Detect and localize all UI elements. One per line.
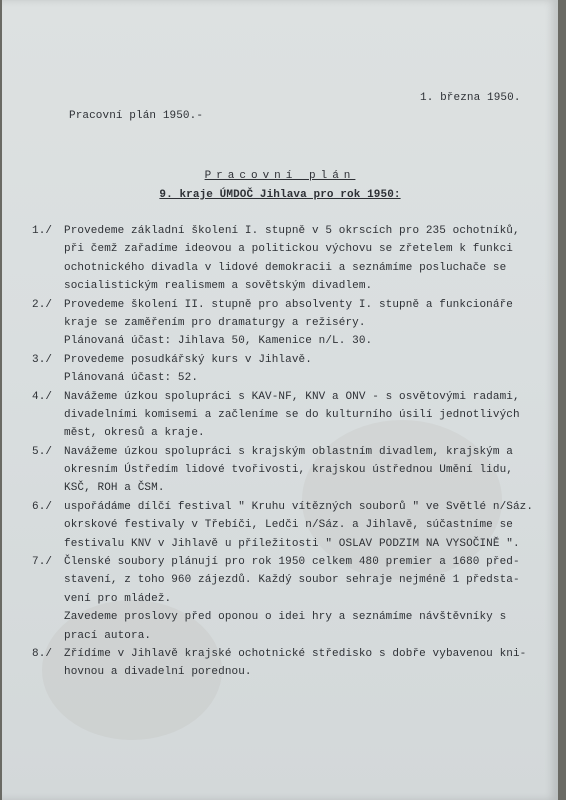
plan-item-line: KSČ, ROH a ČSM. bbox=[64, 482, 165, 495]
plan-item-line: vení pro mládež. bbox=[64, 592, 172, 605]
plan-item-number: 8./ bbox=[32, 647, 53, 660]
title-text: Pracovní plán bbox=[204, 170, 356, 182]
plan-item-text bbox=[64, 351, 552, 388]
plan-item-text bbox=[64, 296, 552, 351]
plan-item-line: Členské soubory plánují pro rok 1950 celkem 480 premier a 1680 před- bbox=[64, 556, 520, 569]
plan-item bbox=[32, 296, 552, 351]
plan-items-list bbox=[32, 222, 552, 682]
plan-item-text bbox=[64, 222, 552, 296]
plan-item-number: 7./ bbox=[32, 556, 53, 569]
plan-item-line: Zavedeme proslovy před oponou o idei hry a seznámíme návštěvníky s bbox=[64, 611, 507, 624]
document-subtitle bbox=[2, 189, 558, 201]
plan-item bbox=[32, 553, 552, 645]
plan-item bbox=[32, 443, 552, 498]
plan-item-line: uspořádáme dílčí festival " Kruhu vítězných souborů " ve Světlé n/Sáz. bbox=[64, 500, 534, 513]
plan-item-line: Plánovaná účast: 52. bbox=[64, 372, 199, 385]
plan-item-number: 4./ bbox=[32, 390, 53, 403]
plan-item-line: měst, okresů a kraje. bbox=[64, 427, 205, 440]
subtitle-text: 9. kraje ÚMDOČ Jihlava pro rok 1950: bbox=[159, 189, 401, 201]
plan-item-text bbox=[64, 498, 552, 553]
plan-item-line: stavení, z toho 960 zájezdů. Každý soubor sehraje nejméně 1 předsta- bbox=[64, 574, 520, 587]
plan-item-line: Provedeme školení II. stupně pro absolventy I. stupně a funkcionáře bbox=[64, 298, 513, 311]
plan-item-line: ochotnického divadla v lidové demokracii a seznámíme posluchače se bbox=[64, 261, 507, 274]
plan-item-line: Navážeme úzkou spolupráci s krajským oblastním divadlem, krajským a bbox=[64, 445, 513, 458]
plan-item-line: divadelními komisemi a začleníme se do kulturního úsilí jednotlivých bbox=[64, 408, 520, 421]
plan-item-line: Zřídíme v Jihlavě krajské ochotnické středisko s dobře vybavenou kni- bbox=[64, 647, 527, 660]
plan-item-number: 2./ bbox=[32, 298, 53, 311]
plan-item-text bbox=[64, 553, 552, 645]
plan-item-line: kraje se zaměřením pro dramaturgy a režiséry. bbox=[64, 316, 366, 329]
plan-item-number: 3./ bbox=[32, 353, 53, 366]
plan-item-number: 5./ bbox=[32, 445, 53, 458]
plan-item-line: Provedeme posudkářský kurs v Jihlavě. bbox=[64, 353, 312, 366]
document-page bbox=[2, 0, 558, 800]
plan-item-number: 1./ bbox=[32, 225, 53, 237]
document-title bbox=[2, 170, 558, 182]
plan-item-line: okresním Ústředím lidové tvořivosti, krajskou ústřednou Umění lidu, bbox=[64, 464, 513, 477]
plan-item-line: socialistickým realismem a sovětským divadlem. bbox=[64, 280, 373, 293]
plan-item-line: festivalu KNV v Jihlavě u příležitosti " OSLAV PODZIM NA VYSOČINĚ ". bbox=[64, 537, 520, 550]
plan-item-text bbox=[64, 388, 552, 443]
plan-item bbox=[32, 222, 552, 296]
document-date: 1. března 1950. bbox=[420, 92, 521, 104]
plan-item-line: Provedeme základní školení I. stupně v 5 okrscích pro 235 ochotníků, bbox=[64, 225, 520, 237]
plan-item-text bbox=[64, 645, 552, 682]
plan-item-line: hovnou a divadelní porednou. bbox=[64, 666, 252, 679]
plan-item-line: Navážeme úzkou spolupráci s KAV-NF, KNV a ONV - s osvětovými radami, bbox=[64, 390, 520, 403]
plan-item-line: Plánovaná účast: Jihlava 50, Kamenice n/L. 30. bbox=[64, 335, 373, 348]
plan-item bbox=[32, 351, 552, 388]
plan-item-text bbox=[64, 443, 552, 498]
plan-item-line: prací autora. bbox=[64, 629, 152, 642]
plan-item-line: okrskové festivaly v Třebíči, Ledči n/Sáz. a Jihlavě, súčastníme se bbox=[64, 519, 513, 532]
plan-item bbox=[32, 388, 552, 443]
header-label: Pracovní plán 1950.- bbox=[69, 110, 204, 122]
plan-item bbox=[32, 498, 552, 553]
plan-item-line: při čemž zařadíme ideovou a politickou výchovu se zřetelem k funkci bbox=[64, 243, 513, 256]
plan-item bbox=[32, 645, 552, 682]
plan-item-number: 6./ bbox=[32, 500, 53, 513]
